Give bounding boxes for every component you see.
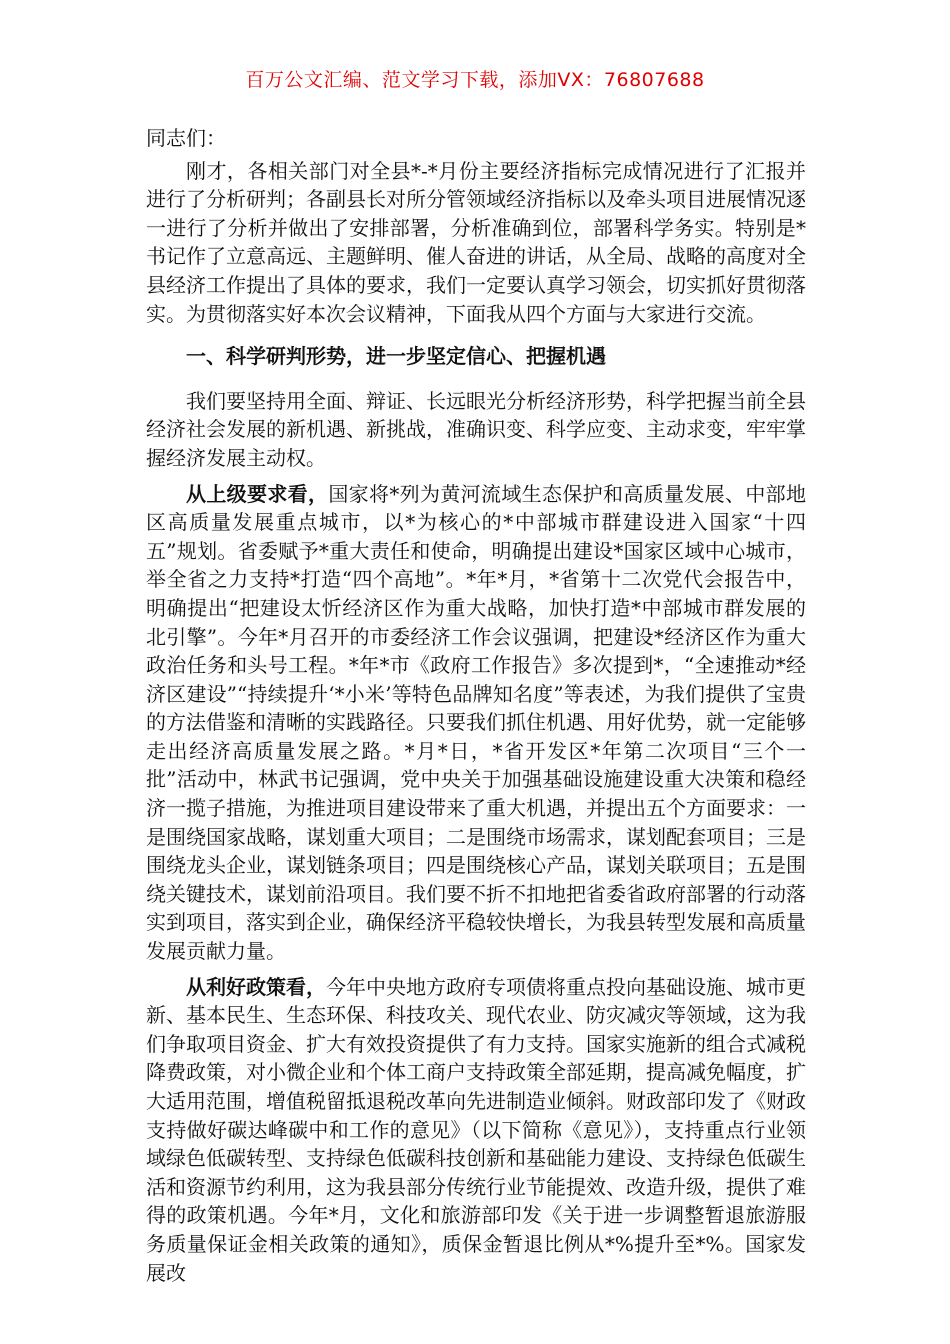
salutation: 同志们：	[146, 126, 226, 150]
promo-banner: 百万公文汇编、范文学习下载，添加VX：76807688	[245, 69, 705, 91]
paragraph-situation: 我们要坚持用全面、辩证、长远眼光分析经济形势，科学把握当前全县经济社会发展的新机遇、新挑战，准确识变、科学应变、主动求变，牢牢掌握经济发展主动权。	[146, 388, 806, 470]
intro-paragraph: 刚才，各相关部门对全县*-*月份主要经济指标完成情况进行了汇报并进行了分析研判；各副县长对所分管领域经济指标以及牵头项目进展情况逐一进行了分析并做出了安排部署，分析准确到位，部署科学务实。特别是*书记作了立意高远、主题鲜明、催人奋进的讲话，从全局、战略的高度对全县经济工作提出了具体的要求，我们一定要认真学习领会，切实抓好贯彻落实。为贯彻落实好本次会议精神，下面我从四个方面与大家进行交流。	[146, 158, 806, 326]
paragraph-favorable-policies	[146, 973, 806, 1288]
paragraph-text: 国家将*列为黄河流域生态保护和高质量发展、中部地区高质量发展重点城市，以*为核心的*中部城市群建设进入国家“十四五”规划。省委赋予*重大责任和使命，明确提出建设*国家区域中心城市，举全省之力支持*打造“四个高地”。*年*月，*省第十二次党代会报告中，明确提出“把建设太忻经济区作为重大战略，加快打造*中部城市群发展的北引擎”。今年*月召开的市委经济工作会议强调，把建设*经济区作为重大政治任务和头号工程。*年*市《政府工作报告》多次提到*，“全速推动*经济区建设”“持续提升‘*小米’等特色品牌知名度”等表述，为我们提供了宝贵的方法借鉴和清晰的实践路径。只要我们抓住机遇、用好优势，就一定能够走出经济高质量发展之路。*月*日，*省开发区*年第二次项目“三个一批”活动中，林武书记强调，党中央关于加强基础设施建设重大决策和稳经济一揽子措施，为推进项目建设带来了重大机遇，并提出五个方面要求：一是围绕国家战略，谋划重大项目；二是围绕市场需求，谋划配套项目；三是围绕龙头企业，谋划链条项目；四是围绕核心产品，谋划关联项目；五是围绕关键技术，谋划前沿项目。我们要不折不扣地把省委省政府部署的行动落实到项目，落实到企业，确保经济平稳较快增长，为我县转型发展和高质量发展贡献力量。	[146, 481, 807, 964]
paragraph-text: 今年中央地方政府专项债将重点投向基础设施、城市更新、基本民生、生态环保、科技攻关、现代农业、防灾减灾等领域，这为我们争取项目资金、扩大有效投资提供了有力支持。国家实施新的组合式减税降费政策，对小微企业和个体工商户支持政策全部延期，提高减免幅度，扩大适用范围，增值税留抵退税改革向先进制造业倾斜。财政部印发了《财政支持做好碳达峰碳中和工作的意见》（以下简称《意见》），支持重点行业领域绿色低碳转型、支持绿色低碳科技创新和基础能力建设、支持绿色低碳生活和资源节约利用，这为我县部分传统行业节能提效、改造升级，提供了难得的政策机遇。今年*月，文化和旅游部印发《关于进一步调整暂退旅游服务质量保证金相关政策的通知》，质保金暂退比例从*%提升至*%。国家发展改	[146, 974, 806, 1285]
paragraph-superior-requirements	[146, 480, 806, 966]
paragraph-lead: 从上级要求看，	[186, 481, 329, 506]
paragraph-lead: 从利好政策看，	[186, 974, 326, 999]
document-body	[146, 124, 806, 1294]
section-heading: 一、科学研判形势，进一步坚定信心、把握机遇	[186, 344, 606, 369]
